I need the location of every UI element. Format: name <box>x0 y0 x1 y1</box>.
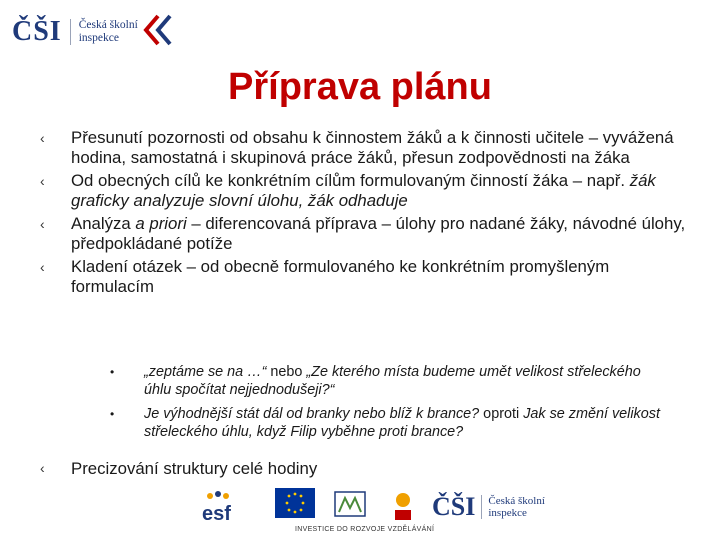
list-item: ‹ Kladení otázek – od obecně formulovaného ke konkrétním promyšleným formulacím <box>40 257 610 296</box>
logo-text: Česká školní inspekce <box>78 19 138 44</box>
chevron-left-icon: ‹ <box>40 216 45 232</box>
bullet-list <box>40 128 690 300</box>
investice-text: INVESTICE DO ROZVOJE VZDĚLÁVÁNÍ <box>295 526 435 533</box>
chevron-left-icon: ‹ <box>40 460 45 476</box>
csi-footer-logo: ČŠI Česká školní inspekce <box>432 492 545 521</box>
list-item: ‹ Precizování struktury celé hodiny <box>40 459 318 478</box>
sub-list-item: • „zeptáme se na …“ nebo „Ze kterého místa budeme umět velikost střeleckého úhlu spočítat nejjednodušeji?“ <box>110 364 641 398</box>
chevron-left-icon: ‹ <box>40 173 45 189</box>
sub-bullet-list <box>110 363 670 447</box>
list-item: ‹ Analýza a priori – diferencovaná příprava – úlohy pro nadané žáky, návodné úlohy, předpokládané potíže <box>40 214 686 253</box>
chevron-left-icon: ‹ <box>40 259 45 275</box>
esf-text: esf <box>202 503 231 524</box>
page-title: Příprava plánu <box>228 66 492 108</box>
footer-logos <box>200 488 720 536</box>
list-item: ‹ Přesunutí pozornosti od obsahu k činnostem žáků a k činnosti učitele – vyvážená hodina, samostatná i skupinová práce žáků, přesun zodpovědnosti na žáka <box>40 128 674 167</box>
chevron-decoration-icon <box>140 12 176 48</box>
bullet-dot-icon: • <box>110 365 115 379</box>
sub-list-item: • Je výhodnější stát dál od branky nebo blíž k brance? oproti Jak se změní velikost střeleckého úhlu, když Filip vyběhne proti brance? <box>110 406 660 440</box>
csi-logo <box>12 14 138 50</box>
list-item: ‹ Od obecných cílů ke konkrétním cílům formulovaným činností žáka – např. žák graficky analyzuje slovní úlohu, žák odhaduje <box>40 171 656 210</box>
chevron-left-icon: ‹ <box>40 130 45 146</box>
msmt-logo <box>325 488 375 522</box>
logo-abbr: ČŠI <box>12 16 62 47</box>
esf-logo <box>200 488 265 524</box>
bullet-dot-icon: • <box>110 407 115 421</box>
eu-flag-icon <box>275 488 315 518</box>
op-vk-logo <box>385 488 421 524</box>
logo-divider <box>70 19 71 45</box>
